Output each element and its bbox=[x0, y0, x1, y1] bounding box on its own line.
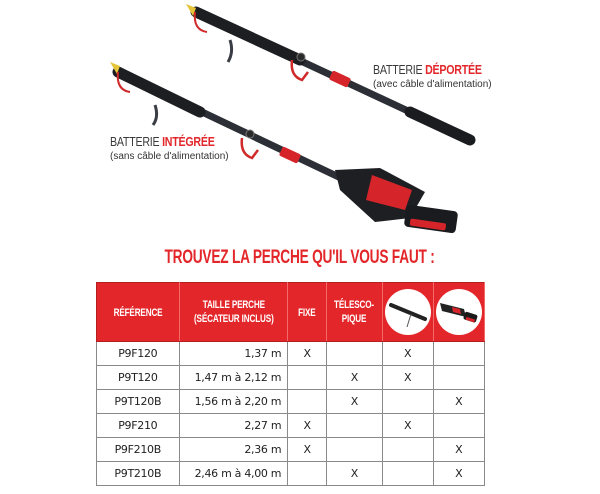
cell-size: 1,47 m à 2,12 m bbox=[179, 366, 288, 390]
cell-fixe bbox=[288, 462, 327, 486]
cell-telescopique bbox=[327, 414, 382, 438]
header-line-2: (SÉCATEUR INCLUS) bbox=[193, 312, 274, 325]
header-label bbox=[335, 298, 375, 326]
header-fixe bbox=[288, 283, 327, 342]
header-remote-battery bbox=[382, 283, 433, 342]
table-row bbox=[97, 438, 485, 462]
label-accent: INTÉGRÉE bbox=[162, 134, 215, 149]
header-size bbox=[179, 283, 288, 342]
cell-remote-battery bbox=[382, 438, 433, 462]
cell-reference: P9F210 bbox=[97, 414, 180, 438]
cell-size: 1,56 m à 2,20 m bbox=[179, 390, 288, 414]
cell-reference: P9T120B bbox=[97, 390, 180, 414]
cell-fixe: X bbox=[288, 342, 327, 366]
header-label: FIXE bbox=[298, 307, 317, 319]
integrated-battery-pruner-icon bbox=[436, 289, 482, 335]
header-label: RÉFÉRENCE bbox=[113, 307, 163, 319]
header-line-1: TAILLE PERCHE bbox=[202, 298, 265, 311]
headline-text: TROUVEZ LA PERCHE QU'IL VOUS FAUT : bbox=[164, 247, 436, 268]
cell-fixe: X bbox=[288, 438, 327, 462]
cell-telescopique bbox=[327, 342, 382, 366]
integrated-battery-label bbox=[110, 133, 238, 163]
label-prefix: BATTERIE bbox=[373, 62, 426, 77]
remote-battery-subtitle: (avec câble d'alimentation) bbox=[373, 79, 492, 91]
cell-telescopique: X bbox=[327, 366, 382, 390]
header-integrated-battery bbox=[433, 283, 484, 342]
label-prefix: BATTERIE bbox=[110, 134, 163, 149]
table-row bbox=[97, 390, 485, 414]
remote-battery-pruner-icon bbox=[385, 289, 431, 335]
cell-reference: P9T210B bbox=[97, 462, 180, 486]
cell-integrated-battery bbox=[433, 414, 484, 438]
cell-reference: P9T120 bbox=[97, 366, 180, 390]
cell-size: 2,46 m à 4,00 m bbox=[179, 462, 288, 486]
table-row bbox=[97, 462, 485, 486]
cell-integrated-battery bbox=[433, 342, 484, 366]
integrated-battery-title bbox=[110, 135, 215, 150]
cell-integrated-battery bbox=[433, 366, 484, 390]
table-row bbox=[97, 366, 485, 390]
header-line-2: PIQUE bbox=[342, 312, 367, 325]
remote-battery-title bbox=[373, 63, 482, 78]
header-telescopique bbox=[327, 283, 382, 342]
cell-size: 1,37 m bbox=[179, 342, 288, 366]
cell-fixe bbox=[288, 366, 327, 390]
integrated-battery-subtitle: (sans câble d'alimentation) bbox=[110, 151, 229, 163]
table-row bbox=[97, 414, 485, 438]
remote-battery-label bbox=[373, 61, 506, 91]
cell-size: 2,36 m bbox=[179, 438, 288, 462]
cell-integrated-battery: X bbox=[433, 438, 484, 462]
cell-size: 2,27 m bbox=[179, 414, 288, 438]
pole-pruners-illustration bbox=[0, 0, 600, 240]
cell-telescopique: X bbox=[327, 462, 382, 486]
cell-remote-battery bbox=[382, 390, 433, 414]
header-reference bbox=[97, 283, 180, 342]
cell-telescopique bbox=[327, 438, 382, 462]
cell-integrated-battery: X bbox=[433, 390, 484, 414]
header-label bbox=[194, 298, 274, 326]
cell-remote-battery: X bbox=[382, 366, 433, 390]
cell-reference: P9F120 bbox=[97, 342, 180, 366]
cell-remote-battery: X bbox=[382, 414, 433, 438]
label-accent: DÉPORTÉE bbox=[425, 62, 482, 77]
cell-fixe: X bbox=[288, 414, 327, 438]
cell-telescopique: X bbox=[327, 390, 382, 414]
table-header-row bbox=[97, 283, 485, 342]
cell-reference: P9F210B bbox=[97, 438, 180, 462]
table-row bbox=[97, 342, 485, 366]
cell-fixe bbox=[288, 390, 327, 414]
product-hero-image bbox=[0, 0, 600, 240]
cell-remote-battery: X bbox=[382, 342, 433, 366]
comparison-table bbox=[96, 282, 485, 486]
cell-integrated-battery: X bbox=[433, 462, 484, 486]
cell-remote-battery bbox=[382, 462, 433, 486]
headline bbox=[0, 247, 600, 269]
header-line-1: TÉLESCO- bbox=[334, 298, 375, 311]
